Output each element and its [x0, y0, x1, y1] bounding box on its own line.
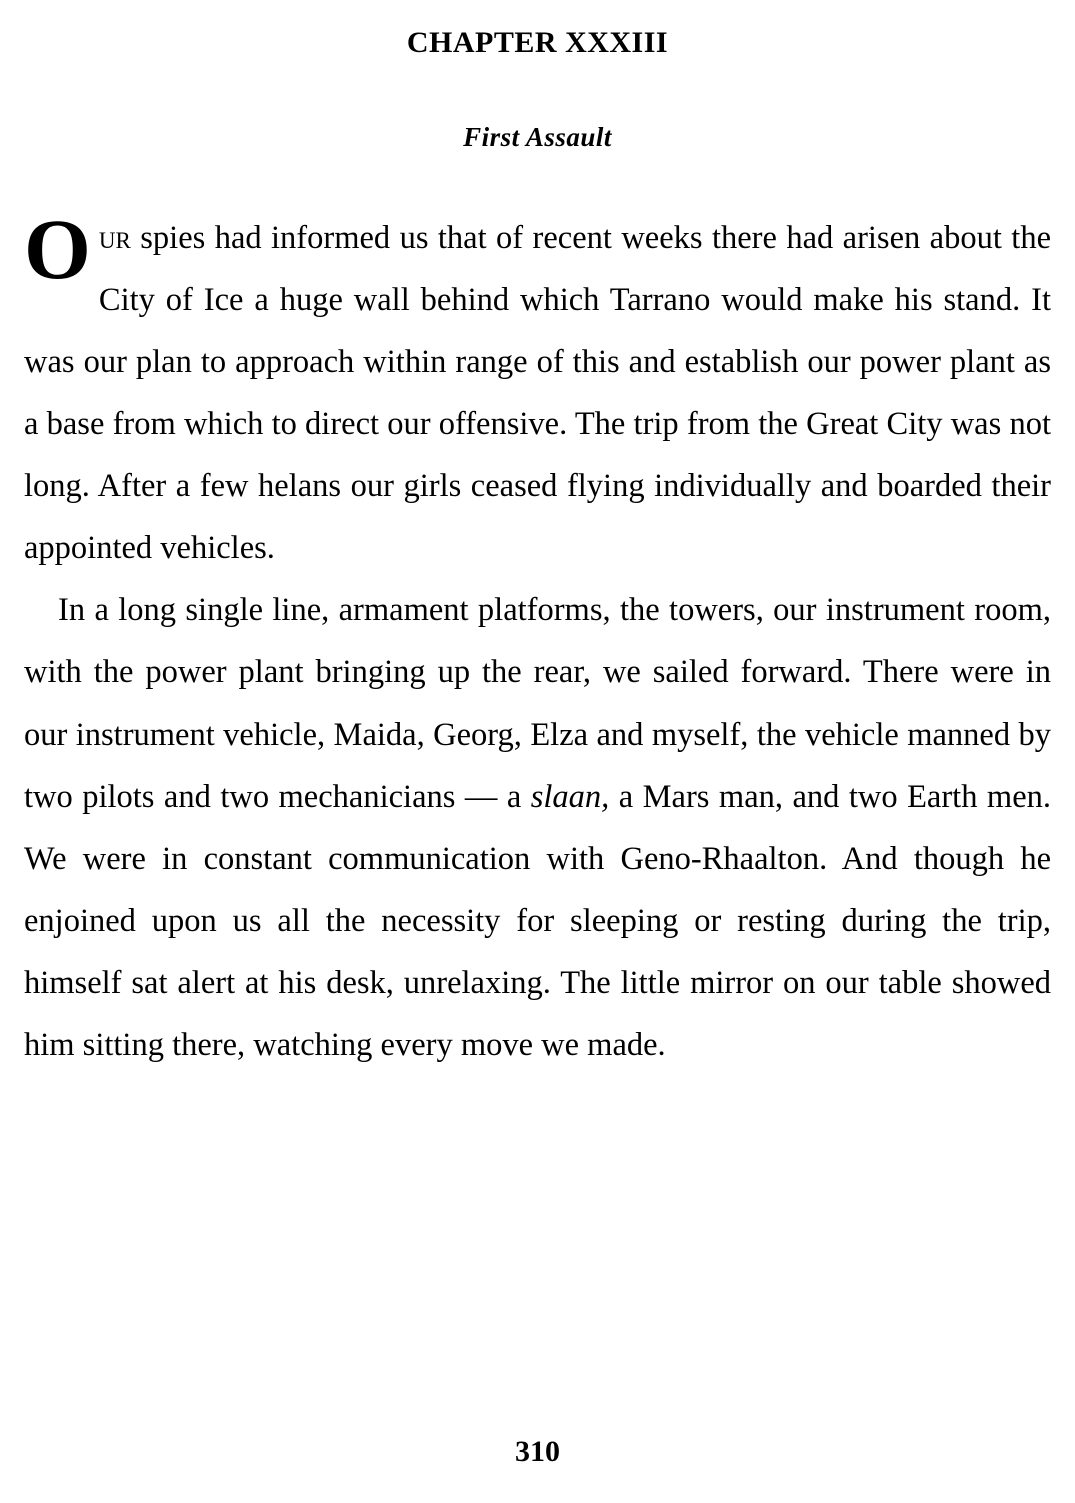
drop-cap: O	[24, 201, 91, 297]
chapter-title: First Assault	[463, 122, 612, 152]
paragraph-2	[24, 579, 1051, 1076]
chapter-heading: CHAPTER XXXIII	[406, 26, 669, 59]
paragraph-1-text: spies had informed us that of recent weeks there had arisen about the City of Ice a huge wall behind which Tarrano would make his stand. It was our plan to approach within range of this and establish our power plant as a base from which to direct our offensive. The trip from the Great City was not long. After a few helans our girls ceased flying individually and boarded their appointed vehicles.	[24, 220, 1051, 567]
page-number: 310	[515, 1435, 560, 1468]
paragraph-2-text-part2: a Mars man, and two Earth men. We were in constant communication with Geno-Rhaalton. And though he enjoined upon us all the necessity for sleeping or resting during the trip, himself sat alert at his desk, unrelaxing. The little mirror on our table showed him sitting there, watching every move we made.	[24, 778, 1052, 1063]
body-text	[24, 201, 1052, 1076]
small-caps-lead: ur	[98, 220, 131, 256]
paragraph-2-text-part1: In a long single line, armament platforms, the towers, our instrument room, with the power plant bringing up the rear, we sailed forward. There were in our instrument vehicle, Maida, Georg, Elza and myself, the vehicle manned by two pilots and two mechanicians — a	[24, 592, 1051, 815]
paragraph-1	[24, 201, 1051, 579]
italic-term-slaan: slaan,	[530, 778, 610, 815]
